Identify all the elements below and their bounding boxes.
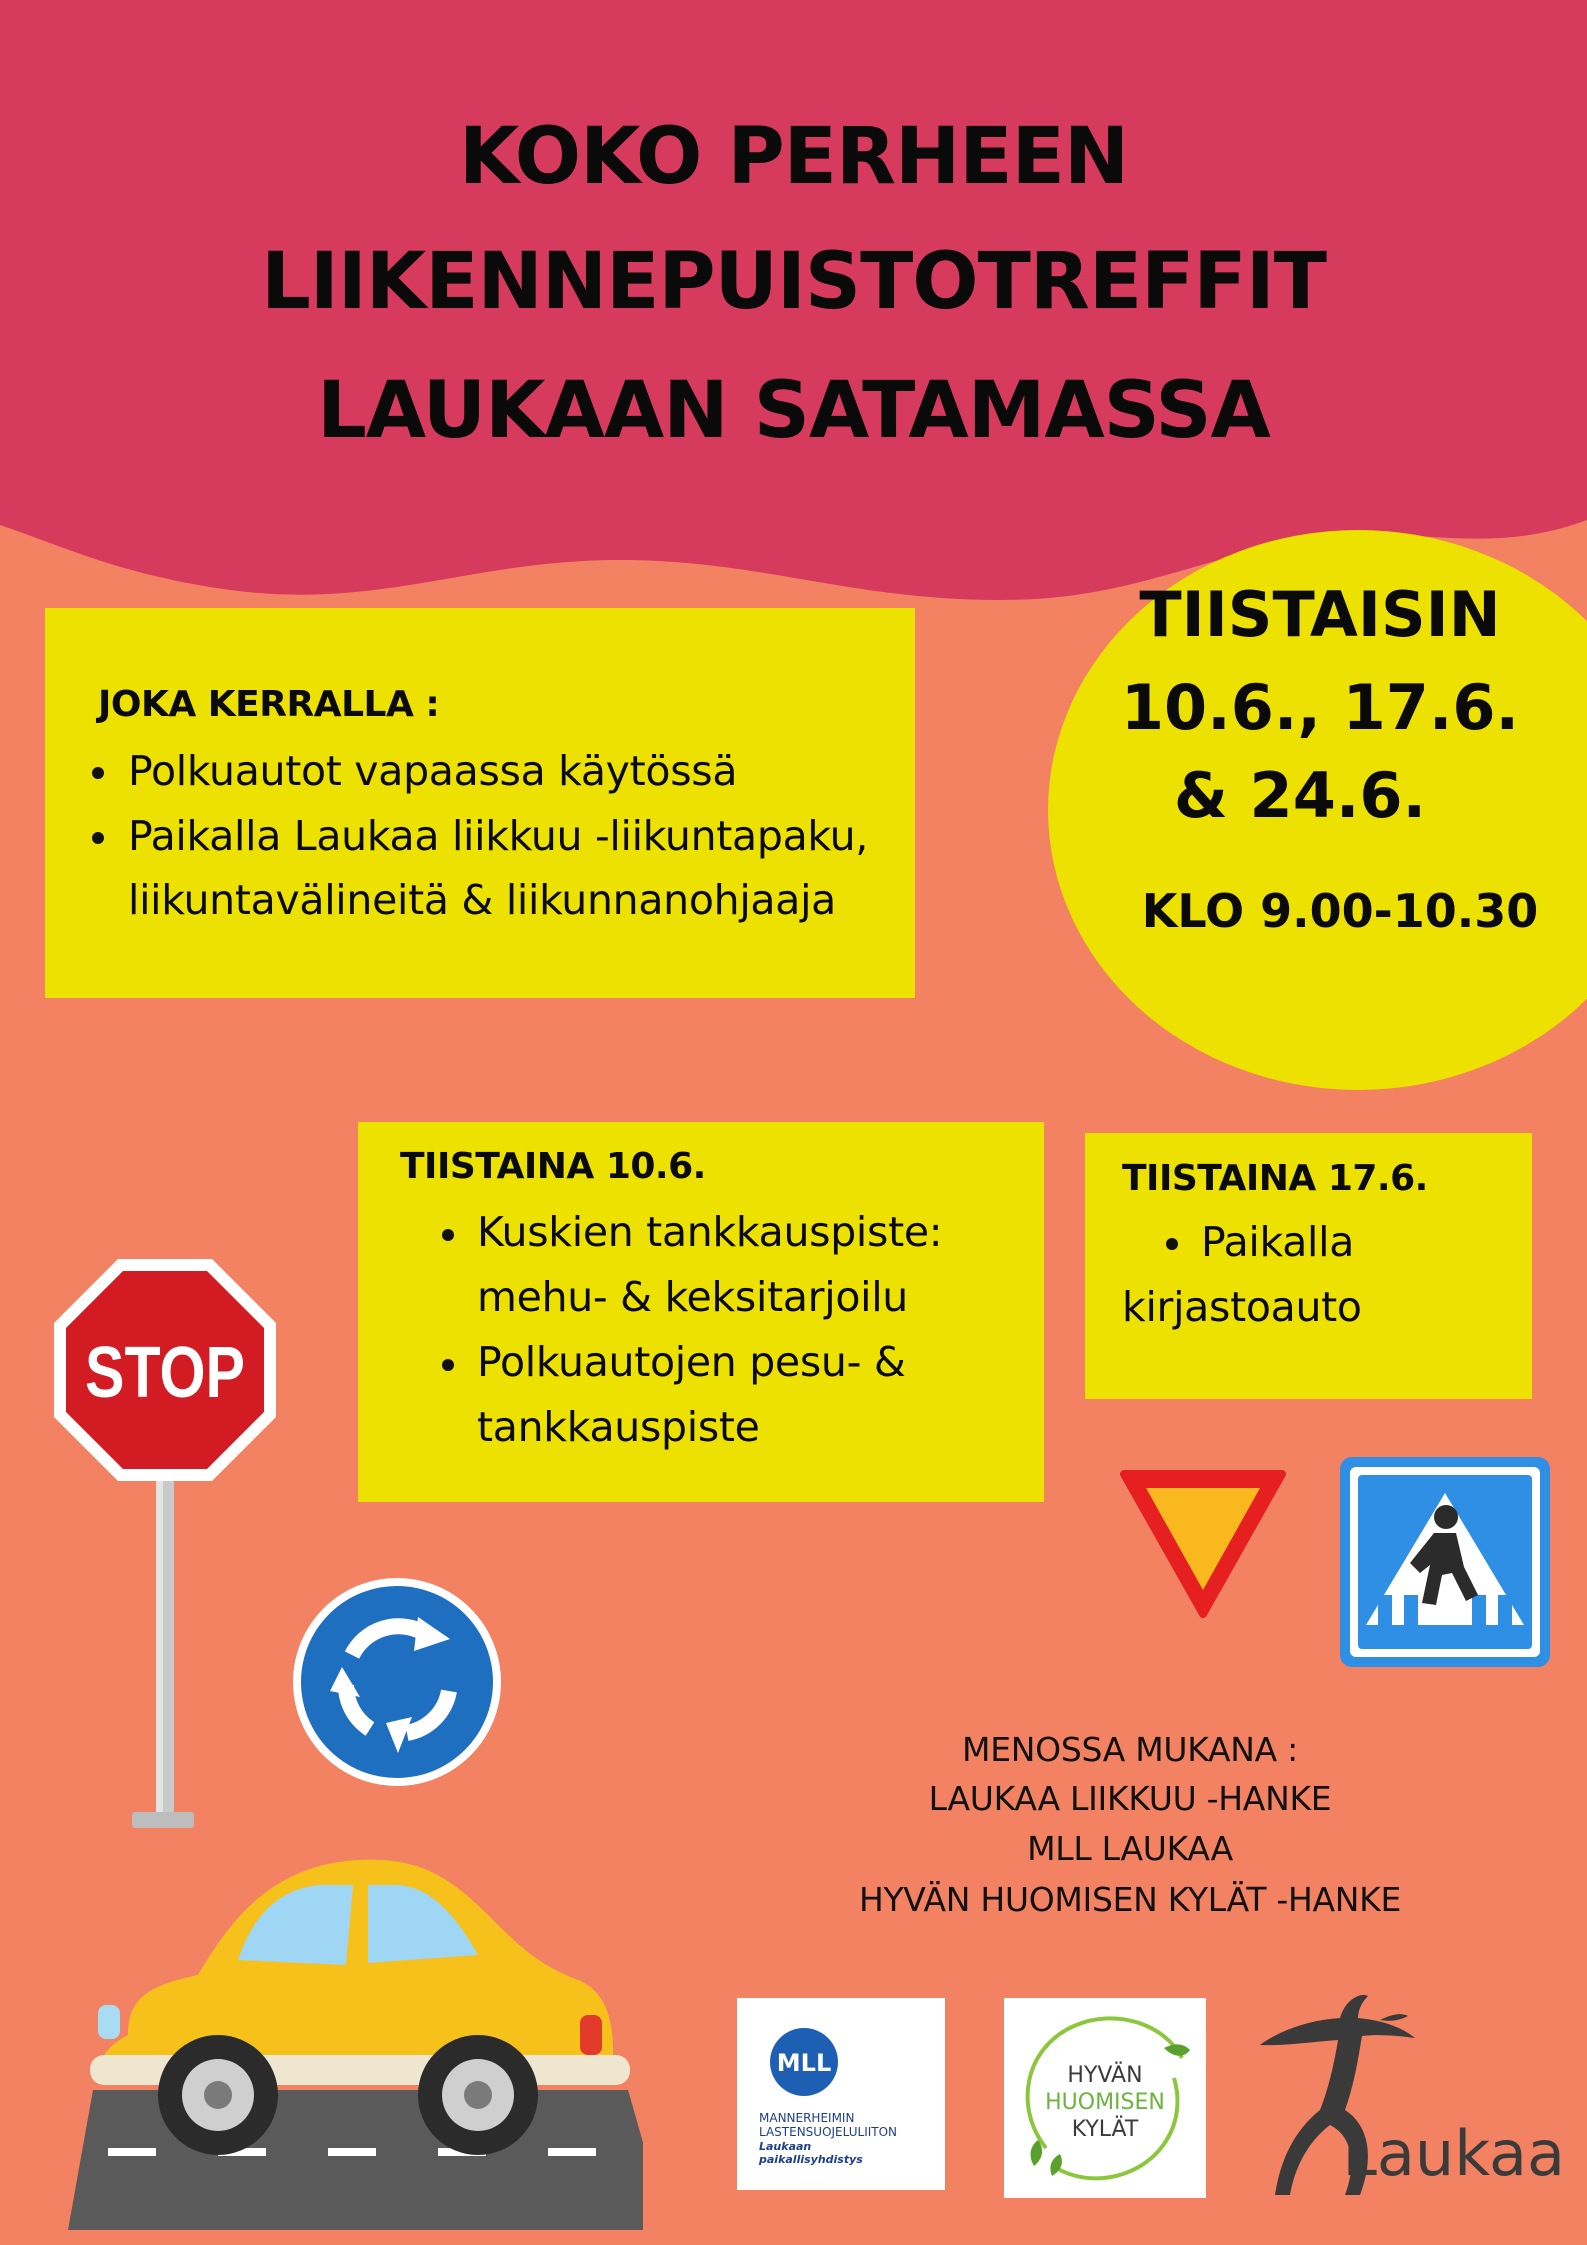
crosswalk-sign-icon	[1338, 1455, 1552, 1669]
laukaa-logo-icon	[1250, 1990, 1570, 2210]
bullet-marker	[442, 1229, 454, 1241]
bullet-marker	[442, 1359, 454, 1371]
hhk-line-1: HYVÄN	[1067, 2063, 1143, 2088]
every-time-title: JOKA KERRALLA :	[98, 684, 440, 725]
roundabout-sign-icon	[290, 1575, 505, 1790]
tuesday-10-item-1-line-1: Kuskien tankkauspiste:	[477, 1208, 943, 1256]
bullet-marker	[1166, 1238, 1178, 1250]
tuesday-17-title: TIISTAINA 17.6.	[1122, 1158, 1428, 1199]
stop-sign-icon	[50, 1255, 280, 1835]
tuesday-17-item-line-2: kirjastoauto	[1122, 1283, 1362, 1331]
yellow-car-icon	[68, 1845, 643, 2230]
stop-sign-text: STOP	[85, 1333, 245, 1413]
hhk-logo-icon	[1004, 1998, 1206, 2198]
bullet-marker	[92, 767, 104, 779]
mll-line-3: Laukaan	[759, 2140, 812, 2153]
title-line-3: LAUKAAN SATAMASSA	[317, 366, 1270, 456]
hhk-line-2: HUOMISEN	[1045, 2090, 1165, 2115]
every-time-item-2-line-1: Paikalla Laukaa liikkuu -liikuntapaku,	[128, 812, 869, 860]
mll-line-1: MANNERHEIMIN	[759, 2111, 855, 2125]
mll-badge-text: MLL	[776, 2049, 832, 2077]
yield-sign-icon	[1118, 1468, 1288, 1620]
tuesday-10-item-1-line-2: mehu- & keksitarjoilu	[477, 1273, 908, 1321]
partners-heading: MENOSSA MUKANA :	[962, 1730, 1298, 1769]
mll-line-2: LASTENSUOJELULIITON	[759, 2125, 898, 2139]
every-time-item-1: Polkuautot vapaassa käytössä	[128, 747, 738, 795]
mll-logo-icon	[737, 1998, 945, 2190]
mll-logo	[737, 1998, 945, 2190]
schedule-time: KLO 9.00-10.30	[1141, 884, 1539, 938]
partner-item-3: HYVÄN HUOMISEN KYLÄT -HANKE	[858, 1880, 1402, 1919]
bullet-marker	[92, 832, 104, 844]
mll-line-4: paikallisyhdistys	[759, 2153, 863, 2166]
schedule-day: TIISTAISIN	[1139, 578, 1501, 651]
tuesday-17-item-line-1: Paikalla	[1201, 1218, 1355, 1266]
tuesday-10-item-2-line-2: tankkauspiste	[477, 1403, 760, 1451]
partner-item-2: MLL LAUKAA	[1027, 1829, 1233, 1868]
tuesday-10-title: TIISTAINA 10.6.	[400, 1146, 706, 1187]
partner-item-1: LAUKAA LIIKKUU -HANKE	[928, 1779, 1332, 1818]
tuesday-10-item-2-line-1: Polkuautojen pesu- &	[477, 1338, 906, 1386]
every-time-item-2-line-2: liikuntavälineitä & liikunnanohjaaja	[128, 876, 836, 924]
hhk-line-3: KYLÄT	[1071, 2117, 1139, 2142]
schedule-dates-1: 10.6., 17.6.	[1120, 671, 1520, 744]
schedule-dates-2: & 24.6.	[1173, 759, 1427, 832]
title-line-2: LIIKENNEPUISTOTREFFIT	[261, 237, 1326, 327]
every-time-box	[45, 608, 915, 998]
laukaa-logo-text: Laukaa	[1342, 2117, 1565, 2190]
title-line-1: KOKO PERHEEN	[458, 112, 1129, 202]
hhk-logo	[1004, 1998, 1206, 2198]
